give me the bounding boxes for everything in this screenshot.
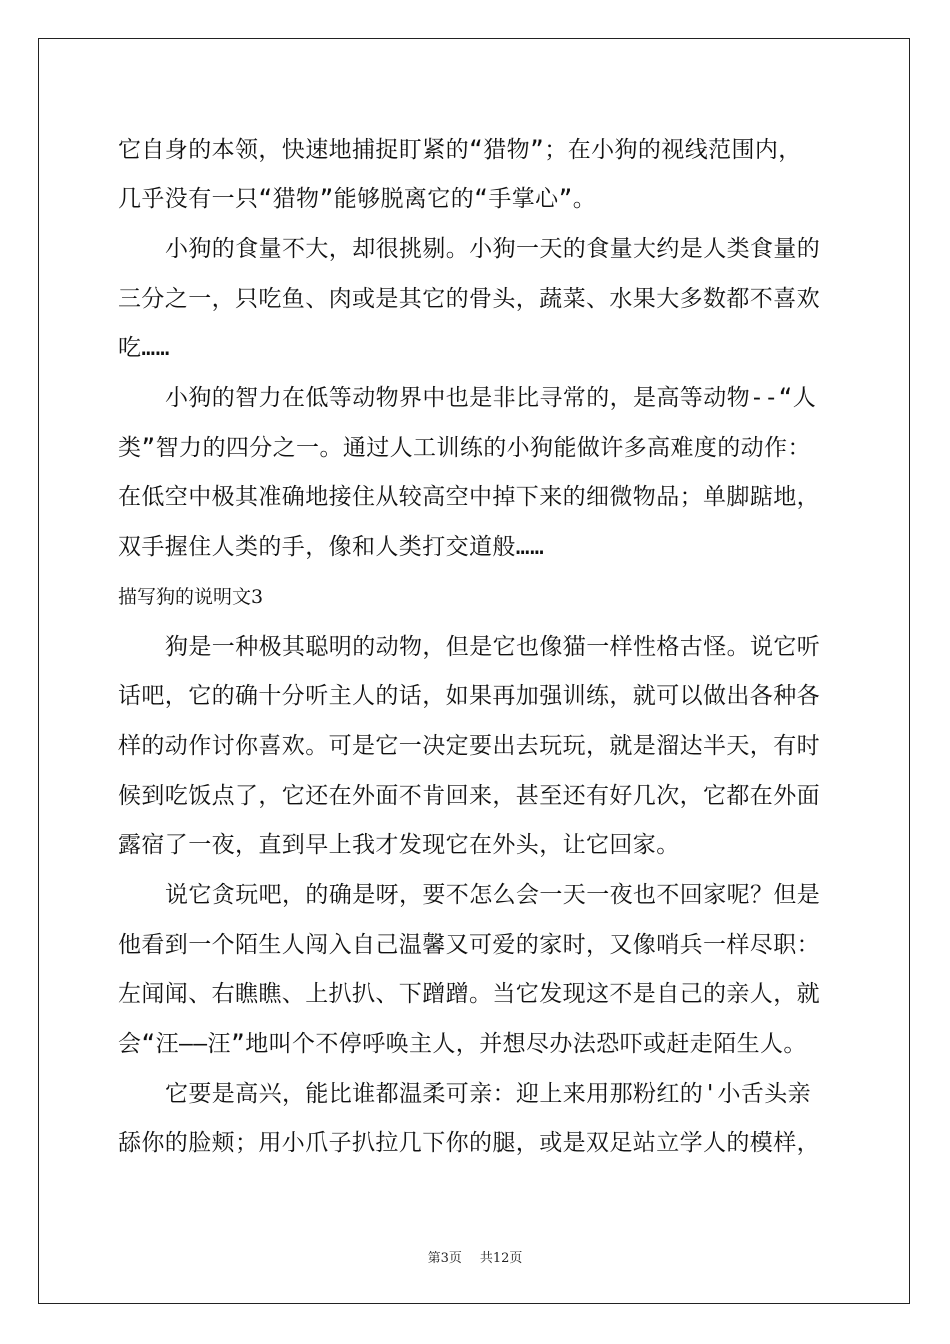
section-heading: 描写狗的说明文3 bbox=[118, 586, 264, 608]
paragraph-start-line: 说它贪玩吧，的确是呀，要不怎么会一天一夜也不回家呢？但是 bbox=[165, 882, 821, 908]
page-number: 第3页 bbox=[427, 1251, 462, 1266]
text-line: 双手握住人类的手，像和人类打交道般…… bbox=[118, 534, 545, 560]
page-footer bbox=[0, 1247, 950, 1266]
text-line: 它自身的本领，快速地捕捉盯紧的“猎物”；在小狗的视线范围内， bbox=[118, 137, 802, 163]
text-line: 吃…… bbox=[118, 335, 170, 361]
text-line: 露宿了一夜，直到早上我才发现它在外头，让它回家。 bbox=[118, 832, 680, 858]
text-line: 类”智力的四分之一。通过人工训练的小狗能做许多高难度的动作： bbox=[118, 435, 811, 461]
paragraph-start-line: 小狗的食量不大，却很挑剔。小狗一天的食量大约是人类食量的 bbox=[165, 236, 821, 262]
paragraph-start-line: 它要是高兴，能比谁都温柔可亲：迎上来用那粉红的'小舌头亲 bbox=[165, 1081, 812, 1107]
paragraph-start-line: 狗是一种极其聪明的动物，但是它也像猫一样性格古怪。说它听 bbox=[165, 634, 821, 660]
text-line: 在低空中极其准确地接住从较高空中掉下来的细微物品；单脚踮地， bbox=[118, 484, 820, 510]
page-total: 共12页 bbox=[479, 1251, 523, 1266]
paragraph-start-line: 小狗的智力在低等动物界中也是非比寻常的，是高等动物--“人 bbox=[165, 385, 817, 411]
text-line: 样的动作讨你喜欢。可是它一决定要出去玩玩，就是溜达半天，有时 bbox=[118, 733, 820, 759]
text-line: 候到吃饭点了，它还在外面不肯回来，甚至还有好几次，它都在外面 bbox=[118, 783, 820, 809]
text-line: 话吧，它的确十分听主人的话，如果再加强训练，就可以做出各种各 bbox=[118, 683, 820, 709]
text-line: 几乎没有一只“猎物”能够脱离它的“手掌心”。 bbox=[118, 186, 597, 212]
text-line: 左闻闻、右瞧瞧、上扒扒、下蹭蹭。当它发现这不是自己的亲人，就 bbox=[118, 981, 820, 1007]
text-line: 舔你的脸颊；用小爪子扒拉几下你的腿，或是双足站立学人的模样， bbox=[118, 1130, 820, 1156]
text-line: 他看到一个陌生人闯入自己温馨又可爱的家时，又像哨兵一样尽职： bbox=[118, 932, 820, 958]
text-line: 三分之一，只吃鱼、肉或是其它的骨头，蔬菜、水果大多数都不喜欢 bbox=[118, 286, 820, 312]
text-line: 会“汪——汪”地叫个不停呼唤主人，并想尽办法恐吓或赶走陌生人。 bbox=[118, 1031, 807, 1057]
page-border bbox=[38, 38, 910, 1304]
